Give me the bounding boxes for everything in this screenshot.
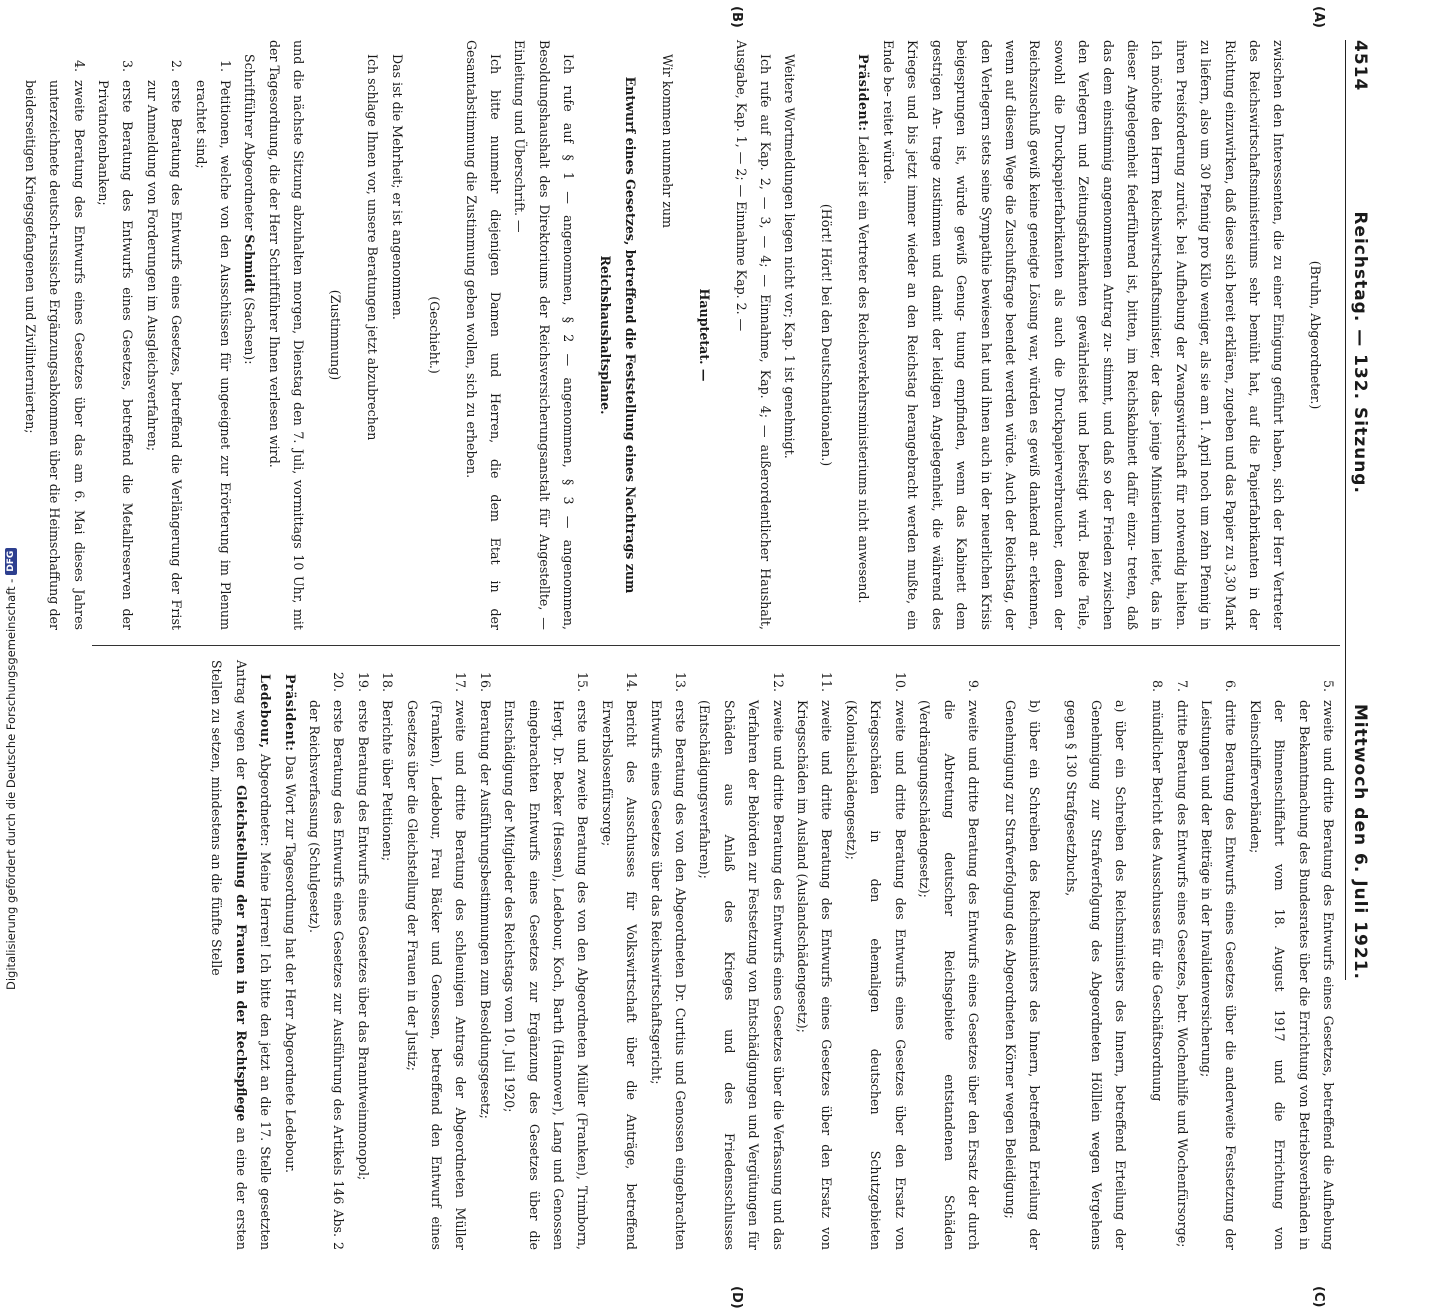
heckle: (Hört! Hört! bei den Deutschnationalen.) [819,203,835,467]
margin-mark-d: (D) [729,1286,744,1309]
list-item: 3. erste Beratung des Entwurfs eines Gesetzes, betreffend die Metallreserven der Privatnotenbanken; [96,59,136,630]
secretary-party: (Sachsen): [242,297,258,365]
president-text: Leider ist ein Vertreter des Reichsverkehrsministeriums nicht anwesend. [856,135,872,604]
list-item: 12. zweite und dritte Beratung des Entwurfs eines Gesetzes über die Verfassung und das Verfahren der Behörden zur Festsetzung von Entschädigungen und Vergütungen für Schäden aus Anlaß des Krieges und des Friedensschlusses (Entschädigungsverfahren); [697,671,786,1250]
secretary-intro: Schriftführer Abgeordneter [242,54,258,231]
president-statement [851,40,875,630]
secretary-line [237,40,261,630]
rotated-document-page [22,6,1384,1309]
list-item: 4. zweite Beratung des Entwurfs eines Gesetzes über das am 6. Mai dieses Jahres unterzeichnete deutsch-russische Ergänzungsabkommen über die Heimschaffung der beiderseitigen Kriegsgefangenen und Zivilinternierten; [22,59,87,630]
secretary-name: Schmidt [242,234,258,294]
list-item: 10. zweite und dritte Beratung des Entwurfs eines Gesetzes über den Ersatz von Kriegsschäden in den ehemaligen deutschen Schutzgebieten (Kolonialschädengesetz); [843,671,908,1250]
propose-break: Ich schlage Ihnen vor, unsere Beratungen jetzt abzubrechen [365,54,381,441]
next-session: und die nächste Sitzung abzuhalten morgen, Dienstag den 7. Juli, vormittags 10 Uhr, mit der Tagesordnung, die der Herr Schriftführer Ihnen verlesen wird. [266,40,307,630]
list-item: 11. zweite und dritte Beratung des Entwurfs eines Gesetzes über den Ersatz von Kriegsschäden im Ausland (Auslandschädengesetz); [795,671,835,1250]
list-item: 14. Bericht des Ausschusses für Volkswirtschaft über die Anträge, betreffend Erwerbslosenfürsorge; [599,671,640,1250]
speech-text: an eine der ersten Stellen zu setzen, mindestens an die fünfte Stelle [209,660,249,1250]
majority: Das ist die Mehrheit; er ist angenommen. [389,54,405,320]
list-item: 15. erste und zweite Beratung des von den Abgeordneten Müller (Franken), Trimborn, Hergt, Dr. Becker (Hessen), Ledebour, Koch, Barth (Hannover), Lang und Genossen eingebrachten Entwurfs eines Gesetzes zur Ergänzung des Gesetzes über die Entschädigung der Mitglieder des Reichstags vom 10. Juli 1920; [502,671,591,1250]
ledebour-speech [204,660,277,1250]
list-item: 17. zweite und dritte Beratung des schleunigen Antrags der Abgeordneten Müller (Franken), Ledebour, Frau Bäcker und Genossen, betreffend den Entwurf eines Gesetzes über die Gleichstellung der Frauen in der Justiz; [404,671,469,1250]
column-divider [92,645,1340,646]
list-item: 2. erste Beratung des Entwurfs eines Gesetzes, betreffend die Verlängerung der Frist zur Anmeldung von Forderungen im Ausgleichsverfahren; [144,59,185,630]
speaker-line: (Bruhn, Abgeordneter.) [1308,260,1324,410]
president-statement [277,660,301,1250]
speaker-role: Abgeordneter: [258,753,274,847]
list-item: 8. mündlicher Bericht des Ausschusses für die Geschäftsordnung [1150,679,1166,1102]
running-header [1350,40,1376,980]
right-column [92,660,1340,1250]
list-item: 16. Beratung der Ausführungsbestimmungen zum Besoldungsgesetz; [477,671,493,1119]
sub-item-a: a) über ein Schreiben des Reichsministers des Innern, betreffend Erteilung der Genehmigung zur Strafverfolgung des Abgeordneten Hölllein wegen Vergehens gegen § 130 Strafgesetzbuchs, [1064,700,1129,1250]
next-item-title: Entwurf eines Gesetzes, betreffend die Feststellung eines Nachtrags zum Reichshaushaltsplane. [598,76,638,594]
happens: (Geschieht.) [426,296,442,374]
speech-emphasis: Gleichstellung der Frauen in der Rechtspflege [233,785,249,1122]
margin-mark-b: (B) [729,6,744,28]
request-vote: Ich bitte nunmehr diejenigen Damen und Herren, die dem Etat in der Gesamtabstimmung die Zustimmung geben wollen, sich zu erheben. [463,40,504,630]
list-item: 1. Petitionen, welche von den Ausschüssen für ungeeignet zur Erörterung im Plenum erachtet sind; [193,59,234,630]
list-item: 7. dritte Beratung des Entwurfs eines Gesetzes, betr. Wochenhilfe und Wochenfürsorge; [1174,679,1190,1248]
margin-mark-c: (C) [1311,1286,1326,1308]
speech-text: Meine Herren! Ich bitte den jetzt an die 17. Stelle gesetzten Antrag wegen der [233,660,274,1250]
credit-text: Digitalisierung gefördert durch die Deutsche Forschungsgemeinschaft - [4,578,18,990]
hauptetat: Hauptetat. — [696,288,712,382]
president-text: Das Wort zur Tagesordnung hat der Herr Abgeordnete Ledebour. [282,755,298,1174]
list-item: 13. erste Beratung des von den Abgeordneten Dr. Curtius und Genossen eingebrachten Entwurfs eines Gesetzes über das Reichswirtschaftsgericht; [648,671,689,1250]
call-paragraphs: Ich rufe auf § 1 — angenommen, § 2 — angenommen, § 3 — angenommen, Besoldungshaushalt des Direktoriums der Reichsversicherungsanstalt für Angestellte, — Einleitung und Überschrift. — [512,40,577,630]
header-body: Reichstag. — 132. Sitzung. [1350,211,1370,494]
dfg-logo: DFG [5,548,17,575]
list-item: 6. dritte Beratung des Entwurfs eines Gesetzes über die anderweite Festsetzung der Leistungen und der Beiträge in der Invalidenversicherung; [1198,679,1239,1250]
list-item: 19. erste Beratung des Entwurfs eines Gesetzes über das Branntweinmonopol; [355,671,371,1181]
list-item: 18. Berichte über Petitionen; [380,671,396,862]
header-date: Mittwoch den 6. Juli 1921. [1350,703,1370,980]
call-chapters: Ich rufe auf Kap. 2, — 3, — 4; — Einnahme, Kap. 4; — außerordentlicher Haushalt, Ausgabe, Kap. 1, — 2; — Einnahme Kap. 2. — [733,40,774,630]
list-item: 20. erste Beratung des Entwurfs eines Gesetzes zur Ausführung des Artikels 146 Abs. 2 der Reichsverfassung (Schulgesetz). [306,671,347,1250]
page-number: 4514 [1350,40,1370,92]
next-item-intro: Wir kommen nunmehr zum [659,54,675,228]
sub-item-b: b) über ein Schreiben des Reichsministers des Innern, betreffend Erteilung der Genehmigung zur Strafverfolgung des Abgeordneten Körner wegen Beleidigung; [1002,700,1043,1250]
approval: (Zustimmung) [328,289,344,381]
margin-mark-a: (A) [1311,6,1326,28]
speaker-name: Ledebour, [258,674,274,749]
digitization-credit [4,548,18,990]
header-rule [1345,40,1346,980]
list-item: 5. zweite und dritte Beratung des Entwurfs eines Gesetzes, betreffend die Aufhebung der Bekanntmachung des Bundesrates über die Errichtung von Betriebsverbänden in der Binnenschiffahrt vom 18. August 1917 und die Errichtung von Kleinschifferverbänden; [1247,679,1336,1250]
left-column [22,40,1340,630]
no-requests: Weitere Wortmeldungen liegen nicht vor; Kap. 1 ist genehmigt. [782,54,798,459]
list-item: 9. zweite und dritte Beratung des Entwurfs eines Gesetzes über den Ersatz der durch die Abtretung deutscher Reichsgebiete entstandenen Schäden (Verdrängungsschädengesetz); [917,679,981,1250]
president-label: Präsident: [856,54,872,132]
speech-paragraph: zwischen den Interessenten, die zu einer Einigung geführt haben, sich der Herr Vertreter des Reichswirtschaftsministeriums sehr bemüht hat, auf die Papierfabrikanten in der Richtung einzuwirken, daß diese sich bereit erklären, zugeben und das Papier zu 3,30 Mark zu liefern, also um 30 Pfennig pro Kilo weniger, als sie am 1. April noch um zehn Pfennig in ihren Preisforderung zurück- bei Aufhebung der Zwangswirtschaft für notwendig hielten. Ich möchte den Herrn Reichswirtschaftsminister, der das- jenige Ministerium leitet, das in dieser Angelegenheit federführend ist, bitten, im Reichskabinett dafür einzu- treten, daß das dem einstimmig angenommenen Antrag zu- stimmt, und daß so der Frieden zwischen den Verlegern und Zeitungsfabrikanten gewährleistet und befestigt wird. Beide Teile, sowohl die Druckpapierfabrikanten als auch die Druckpapierverbraucher, denen der Reichszuschuß gewiß keine geneigte Lösung war, würden es gewiß dankend an- erkennen, wenn auf diesem Wege die Zuschußfrage beendet werden würde. Auch der Reichstag, der den Verlegern stets seine Sympathie bewiesen hat und ihnen auch in der neuerlichen Krisis beigesprungen ist, würde gewiß Genug- tuung empfinden, wenn das Kabinett dem gestrigen An- trage zustimmen und damit der leidigen Angelegenheit, die während des Krieges und bis jetzt immer wieder an den Reichstag herangebracht werden mußte, ein Ende be- reitet würde. [880,40,1287,630]
president-label: Präsident: [282,674,298,752]
